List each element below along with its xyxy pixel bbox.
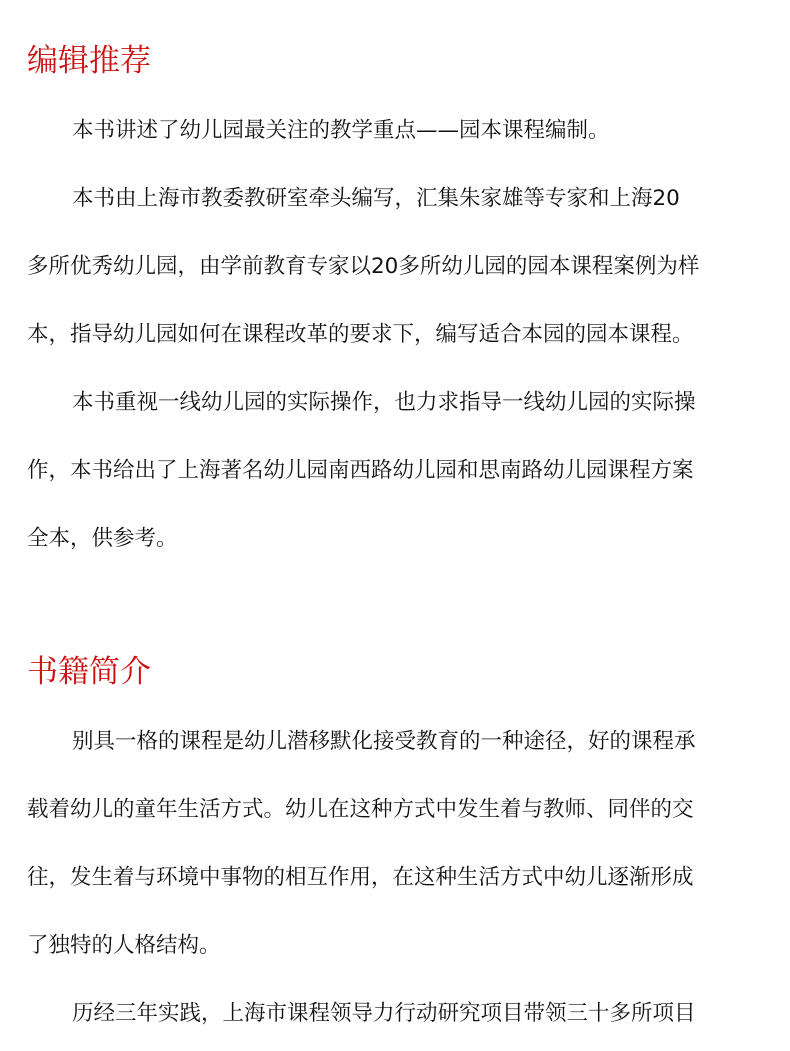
- editor-recommendation-paragraph-2-line-1: 本书由上海市教委教研室牵头编写，汇集朱家雄等专家和上海20: [72, 186, 680, 211]
- editor-recommendation-paragraph-3-line-1: 本书重视一线幼儿园的实际操作，也力求指导一线幼儿园的实际操: [72, 390, 696, 415]
- editor-recommendation-paragraph-2-line-3: 本，指导幼儿园如何在课程改革的要求下，编写适合本园的园本课程。: [27, 322, 694, 347]
- book-intro-paragraph-1-line-3: 往，发生着与环境中事物的相互作用，在这种生活方式中幼儿逐渐形成: [27, 865, 694, 890]
- editor-recommendation-paragraph-1: 本书讲述了幼儿园最关注的教学重点——园本课程编制。: [72, 118, 610, 143]
- editor-recommendation-heading: 编辑推荐: [27, 43, 151, 79]
- book-intro-paragraph-1-line-4: 了独特的人格结构。: [27, 933, 221, 958]
- book-intro-paragraph-1-line-2: 载着幼儿的童年生活方式。幼儿在这种方式中发生着与教师、同伴的交: [27, 797, 694, 822]
- editor-recommendation-paragraph-3-line-2: 作，本书给出了上海著名幼儿园南西路幼儿园和思南路幼儿园课程方案: [27, 458, 694, 483]
- editor-recommendation-paragraph-2-line-2: 多所优秀幼儿园，由学前教育专家以20多所幼儿园的园本课程案例为样: [27, 254, 700, 279]
- book-intro-paragraph-2-line-1: 历经三年实践，上海市课程领导力行动研究项目带领三十多所项目: [72, 1001, 696, 1026]
- book-intro-heading: 书籍简介: [27, 654, 151, 690]
- editor-recommendation-paragraph-3-line-3: 全本，供参考。: [27, 526, 178, 551]
- book-intro-paragraph-1-line-1: 别具一格的课程是幼儿潜移默化接受教育的一种途径，好的课程承: [72, 729, 696, 754]
